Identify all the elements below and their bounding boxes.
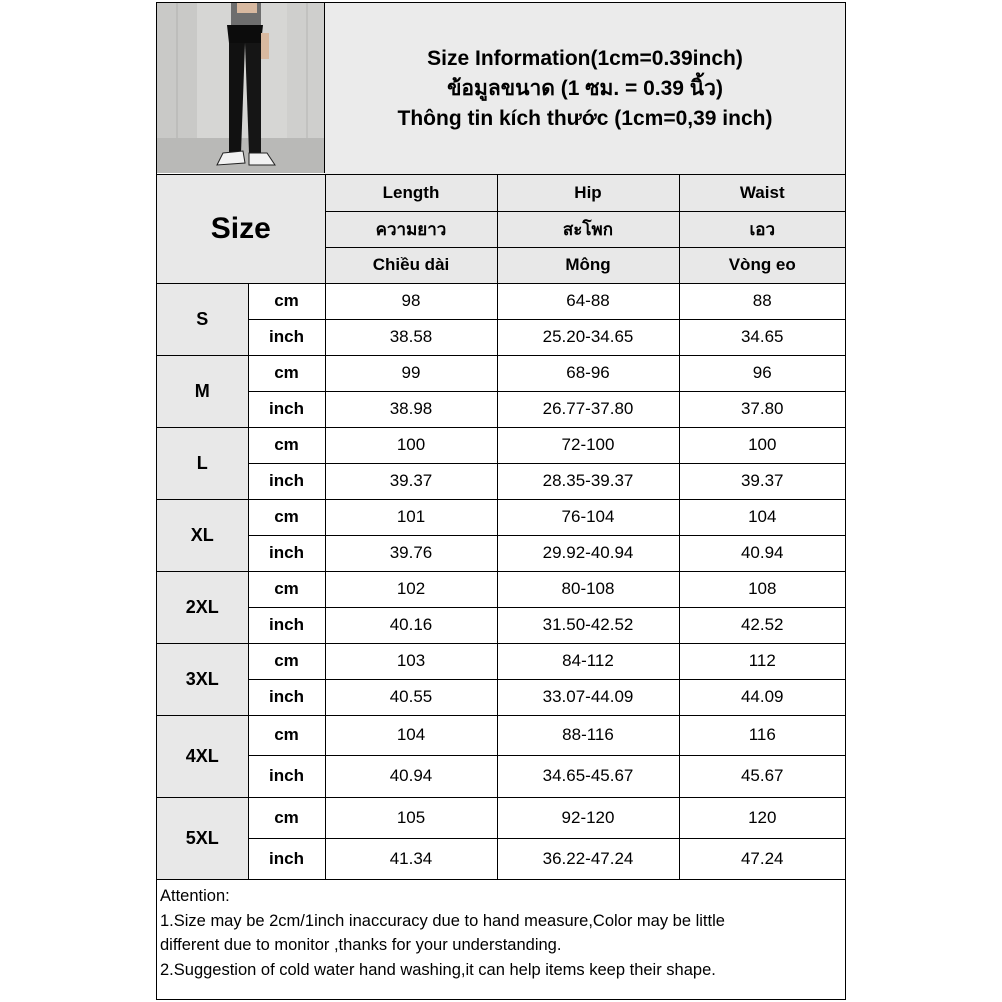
column-header-waist: Waist bbox=[679, 175, 845, 211]
size-cell: 3XL bbox=[157, 643, 248, 715]
unit-cell: inch bbox=[248, 319, 325, 355]
column-header-waist-thai: เอว bbox=[679, 211, 845, 247]
notes-line-2: different due to monitor ,thanks for your understanding. bbox=[160, 936, 562, 954]
unit-cell: inch bbox=[248, 679, 325, 715]
hip-cell: 25.20-34.65 bbox=[497, 319, 679, 355]
table-row bbox=[157, 607, 845, 643]
column-header-length: Length bbox=[325, 175, 497, 211]
waist-cell: 116 bbox=[679, 715, 845, 755]
column-header-length-thai: ความยาว bbox=[325, 211, 497, 247]
table-row bbox=[157, 283, 845, 319]
size-cell: 5XL bbox=[157, 797, 248, 879]
table-row bbox=[157, 571, 845, 607]
notes-line-1: 1.Size may be 2cm/1inch inaccuracy due to hand measure,Color may be little bbox=[160, 911, 725, 930]
column-header-hip-thai: สะโพก bbox=[497, 211, 679, 247]
attention-notes bbox=[157, 879, 845, 999]
length-cell: 38.98 bbox=[325, 391, 497, 427]
unit-cell: inch bbox=[248, 838, 325, 879]
waist-cell: 39.37 bbox=[679, 463, 845, 499]
size-table-body bbox=[157, 175, 845, 879]
waist-cell: 45.67 bbox=[679, 755, 845, 797]
length-cell: 38.58 bbox=[325, 319, 497, 355]
column-header-length-vi: Chiều dài bbox=[325, 247, 497, 283]
waist-cell: 34.65 bbox=[679, 319, 845, 355]
size-cell: S bbox=[157, 283, 248, 355]
waist-cell: 47.24 bbox=[679, 838, 845, 879]
length-cell: 102 bbox=[325, 571, 497, 607]
hip-cell: 31.50-42.52 bbox=[497, 607, 679, 643]
length-cell: 41.34 bbox=[325, 838, 497, 879]
size-cell: 2XL bbox=[157, 571, 248, 643]
unit-cell: inch bbox=[248, 535, 325, 571]
waist-cell: 112 bbox=[679, 643, 845, 679]
hip-cell: 80-108 bbox=[497, 571, 679, 607]
table-row bbox=[157, 427, 845, 463]
table-row bbox=[157, 838, 845, 879]
length-cell: 105 bbox=[325, 797, 497, 838]
table-row bbox=[157, 715, 845, 755]
table-row bbox=[157, 463, 845, 499]
length-cell: 98 bbox=[325, 283, 497, 319]
length-cell: 99 bbox=[325, 355, 497, 391]
waist-cell: 42.52 bbox=[679, 607, 845, 643]
waist-cell: 120 bbox=[679, 797, 845, 838]
waist-cell: 108 bbox=[679, 571, 845, 607]
size-chart-sheet bbox=[156, 2, 846, 1000]
notes-heading: Attention: bbox=[160, 887, 230, 905]
unit-cell: cm bbox=[248, 283, 325, 319]
size-cell: 4XL bbox=[157, 715, 248, 797]
waist-cell: 96 bbox=[679, 355, 845, 391]
hip-cell: 92-120 bbox=[497, 797, 679, 838]
hip-cell: 64-88 bbox=[497, 283, 679, 319]
hip-cell: 33.07-44.09 bbox=[497, 679, 679, 715]
table-row bbox=[157, 755, 845, 797]
size-table bbox=[157, 175, 845, 880]
length-cell: 104 bbox=[325, 715, 497, 755]
unit-cell: cm bbox=[248, 643, 325, 679]
length-cell: 40.55 bbox=[325, 679, 497, 715]
length-cell: 100 bbox=[325, 427, 497, 463]
hip-cell: 72-100 bbox=[497, 427, 679, 463]
length-cell: 103 bbox=[325, 643, 497, 679]
unit-cell: cm bbox=[248, 355, 325, 391]
waist-cell: 88 bbox=[679, 283, 845, 319]
hip-cell: 68-96 bbox=[497, 355, 679, 391]
waist-cell: 37.80 bbox=[679, 391, 845, 427]
hip-cell: 88-116 bbox=[497, 715, 679, 755]
product-photo bbox=[157, 3, 325, 173]
header-row-english bbox=[157, 175, 845, 211]
hip-cell: 28.35-39.37 bbox=[497, 463, 679, 499]
unit-cell: inch bbox=[248, 463, 325, 499]
table-row bbox=[157, 391, 845, 427]
unit-cell: cm bbox=[248, 797, 325, 838]
column-header-hip-vi: Mông bbox=[497, 247, 679, 283]
waist-cell: 100 bbox=[679, 427, 845, 463]
length-cell: 101 bbox=[325, 499, 497, 535]
hip-cell: 34.65-45.67 bbox=[497, 755, 679, 797]
column-header-waist-vi: Vòng eo bbox=[679, 247, 845, 283]
unit-cell: cm bbox=[248, 571, 325, 607]
size-cell: XL bbox=[157, 499, 248, 571]
unit-cell: inch bbox=[248, 755, 325, 797]
table-row bbox=[157, 679, 845, 715]
title-english: Size Information(1cm=0.39inch) bbox=[427, 46, 743, 70]
hip-cell: 29.92-40.94 bbox=[497, 535, 679, 571]
title-vietnamese: Thông tin kích thước (1cm=0,39 inch) bbox=[397, 106, 773, 130]
hip-cell: 84-112 bbox=[497, 643, 679, 679]
table-row bbox=[157, 319, 845, 355]
length-cell: 39.76 bbox=[325, 535, 497, 571]
hip-cell: 76-104 bbox=[497, 499, 679, 535]
waist-cell: 104 bbox=[679, 499, 845, 535]
hip-cell: 26.77-37.80 bbox=[497, 391, 679, 427]
column-header-hip: Hip bbox=[497, 175, 679, 211]
chart-header bbox=[157, 3, 845, 175]
table-row bbox=[157, 499, 845, 535]
unit-cell: cm bbox=[248, 715, 325, 755]
title-thai: ข้อมูลขนาด (1 ซม. = 0.39 นิ้ว) bbox=[447, 76, 723, 100]
size-cell: L bbox=[157, 427, 248, 499]
unit-cell: inch bbox=[248, 391, 325, 427]
hip-cell: 36.22-47.24 bbox=[497, 838, 679, 879]
unit-cell: inch bbox=[248, 607, 325, 643]
size-header: Size bbox=[157, 175, 325, 283]
title-block bbox=[325, 3, 845, 174]
table-row bbox=[157, 535, 845, 571]
length-cell: 39.37 bbox=[325, 463, 497, 499]
notes-line-3: 2.Suggestion of cold water hand washing,it can help items keep their shape. bbox=[160, 960, 716, 979]
waist-cell: 44.09 bbox=[679, 679, 845, 715]
waist-cell: 40.94 bbox=[679, 535, 845, 571]
length-cell: 40.16 bbox=[325, 607, 497, 643]
unit-cell: cm bbox=[248, 427, 325, 463]
table-row bbox=[157, 643, 845, 679]
table-row bbox=[157, 797, 845, 838]
model-wearing-pants-image bbox=[157, 3, 325, 173]
table-row bbox=[157, 355, 845, 391]
length-cell: 40.94 bbox=[325, 755, 497, 797]
size-cell: M bbox=[157, 355, 248, 427]
unit-cell: cm bbox=[248, 499, 325, 535]
